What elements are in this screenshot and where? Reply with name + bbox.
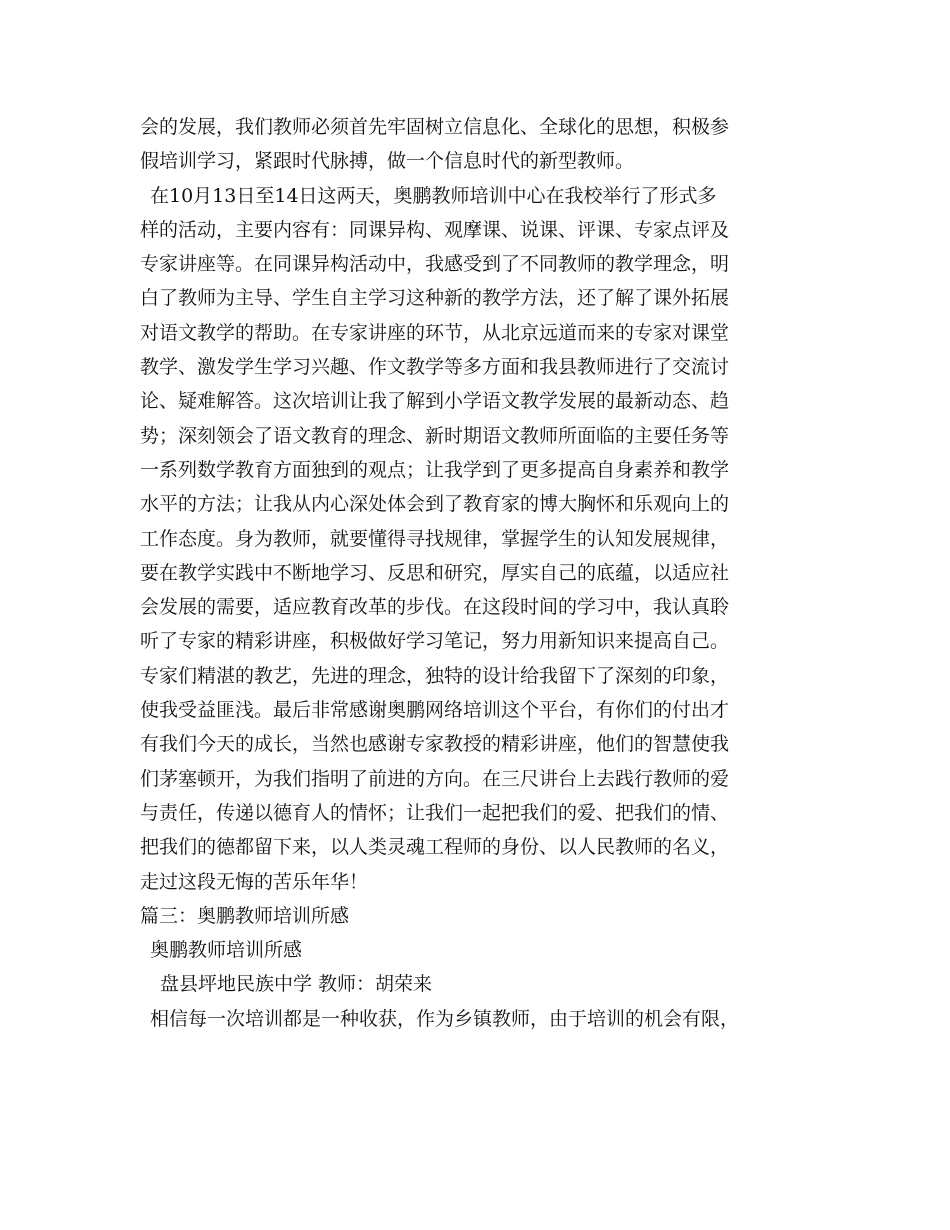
text-line: 势；深刻领会了语文教育的理念、新时期语文教师所面临的主要任务等 <box>140 424 730 447</box>
text-line: 与责任，传递以德育人的情怀；让我们一起把我们的爱、把我们的情、 <box>140 801 730 824</box>
text-line: 使我受益匪浅。最后非常感谢奥鹏网络培训这个平台，有你们的付出才 <box>140 699 730 722</box>
text-line: 专家讲座等。在同课异构活动中，我感受到了不同教师的教学理念，明 <box>140 253 730 276</box>
text-line: 在10月13日至14日这两天，奥鹏教师培训中心在我校举行了形式多 <box>150 184 717 207</box>
text-line: 水平的方法；让我从内心深处体会到了教育家的博大胸怀和乐观向上的 <box>140 493 730 516</box>
text-line: 会发展的需要，适应教育改革的步伐。在这段时间的学习中，我认真聆 <box>140 596 730 619</box>
author-line: 盘县坪地民族中学 教师：胡荣来 <box>160 973 433 996</box>
text-line: 们茅塞顿开，为我们指明了前进的方向。在三尺讲台上去践行教师的爱 <box>140 767 730 790</box>
text-line: 工作态度。身为教师，就要懂得寻找规律，掌握学生的认知发展规律， <box>140 527 730 550</box>
text-line: 相信每一次培训都是一种收获，作为乡镇教师，由于培训的机会有限， <box>150 1007 740 1030</box>
section-heading: 篇三：奥鹏教师培训所感 <box>140 904 350 927</box>
text-line: 论、疑难解答。这次培训让我了解到小学语文教学发展的最新动态、趋 <box>140 390 730 413</box>
text-line: 对语文教学的帮助。在专家讲座的环节，从北京远道而来的专家对课堂 <box>140 321 730 344</box>
text-line: 走过这段无悔的苦乐年华！ <box>140 870 369 893</box>
text-line: 听了专家的精彩讲座，积极做好学习笔记，努力用新知识来提高自己。 <box>140 630 730 653</box>
text-line: 样的活动，主要内容有：同课异构、观摩课、说课、评课、专家点评及 <box>140 218 730 241</box>
text-line: 要在教学实践中不断地学习、反思和研究，厚实自己的底蕴，以适应社 <box>140 561 730 584</box>
text-line: 一系列数学教育方面独到的观点；让我学到了更多提高自身素养和教学 <box>140 458 730 481</box>
text-line: 专家们精湛的教艺，先进的理念，独特的设计给我留下了深刻的印象， <box>140 664 730 687</box>
text-line: 有我们今天的成长，当然也感谢专家教授的精彩讲座，他们的智慧使我 <box>140 733 730 756</box>
article-title: 奥鹏教师培训所感 <box>150 939 303 962</box>
text-line: 假培训学习，紧跟时代脉搏，做一个信息时代的新型教师。 <box>140 150 635 173</box>
text-line: 会的发展，我们教师必须首先牢固树立信息化、全球化的思想，积极参 <box>140 116 730 138</box>
text-line: 把我们的德都留下来，以人类灵魂工程师的身份、以人民教师的名义， <box>140 836 730 859</box>
text-line: 白了教师为主导、学生自主学习这种新的教学方法，还了解了课外拓展 <box>140 287 730 310</box>
document-body <box>140 110 840 1036</box>
text-line: 教学、激发学生学习兴趣、作文教学等多方面和我县教师进行了交流讨 <box>140 356 730 379</box>
